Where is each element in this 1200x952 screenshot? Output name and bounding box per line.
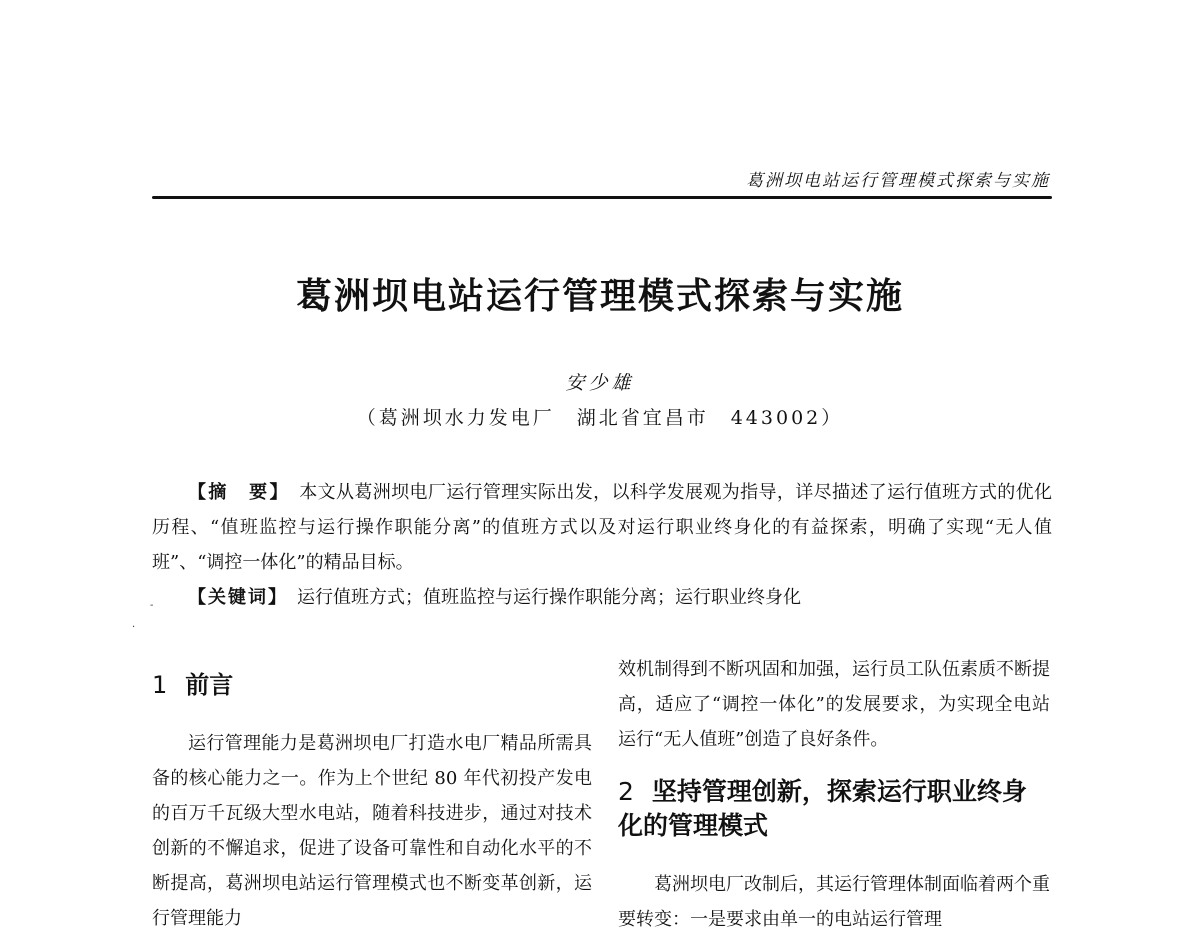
- section-1-title: 前言: [185, 671, 234, 699]
- section-2-paragraph: 葛洲坝电厂改制后，其运行管理体制面临着两个重要转变：一是要求由单一的电站运行管理: [618, 874, 1050, 930]
- section-1-paragraph: 运行管理能力是葛洲坝电厂打造水电厂精品所需具备的核心能力之一。作为上个世纪 80 年代初投产发电的百万千瓦级大型水电站，随着科技进步，通过对技术创新的不懈追求，促进了设备可靠性和自动化水平的不断提高，葛洲坝电站运行管理模式也不断变革创新，运行管理能力: [152, 733, 592, 929]
- scan-mark: ·: [132, 622, 136, 633]
- abstract-block: [152, 475, 1052, 615]
- section-2-title: 坚持管理创新，探索运行职业终身化的管理模式: [618, 777, 1027, 840]
- section-2-number: 2: [618, 777, 634, 806]
- keywords-text: 运行值班方式；值班监控与运行操作职能分离；运行职业终身化: [297, 587, 801, 608]
- section-2-heading: [618, 775, 1050, 843]
- abstract-label: 【摘 要】: [188, 482, 281, 503]
- continued-paragraph: 效机制得到不断巩固和加强，运行员工队伍素质不断提高，适应了“调控一体化”的发展要求，为实现全电站运行“无人值班”创造了良好条件。: [618, 659, 1050, 750]
- section-1-heading: [152, 668, 592, 702]
- abstract-text: 本文从葛洲坝电厂运行管理实际出发，以科学发展观为指导，详尽描述了运行值班方式的优化历程、“值班监控与运行操作职能分离”的值班方式以及对运行职业终身化的有益探索，明确了实现“无人值班”、“调控一体化”的精品目标。: [152, 482, 1053, 573]
- scan-mark: -: [150, 600, 154, 611]
- left-column: [152, 668, 592, 936]
- article-title: 葛洲坝电站运行管理模式探索与实施: [295, 275, 904, 317]
- running-head: 葛洲坝电站运行管理模式探索与实施: [746, 171, 1050, 191]
- keywords-paragraph: [152, 580, 1052, 615]
- right-column: [618, 652, 1050, 937]
- abstract-paragraph: [152, 475, 1052, 580]
- section-1-number: 1: [152, 671, 168, 699]
- keywords-label: 【关键词】: [188, 587, 279, 608]
- author-affiliation: （葛洲坝水力发电厂 湖北省宜昌市 443002）: [356, 407, 844, 429]
- header-rule: [152, 196, 1052, 199]
- author-name: 安少雄: [565, 372, 635, 394]
